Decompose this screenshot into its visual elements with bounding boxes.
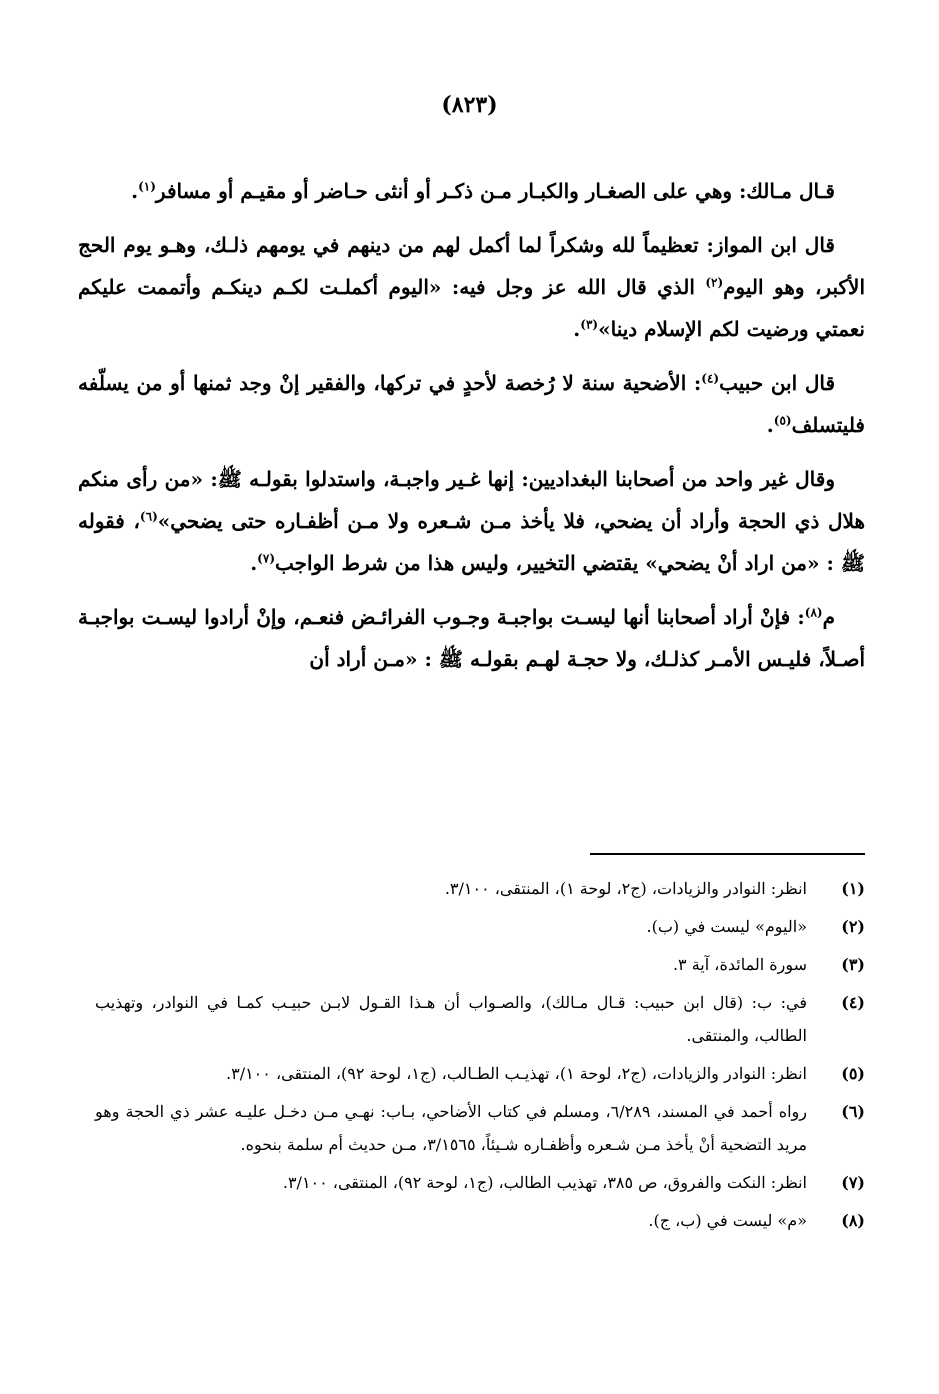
paragraph-text: قال ابن المواز: تعظيماً لله وشكراً لما أكمل لهم من دينهم في يومهم ذلـك، وهـو يوم الحج الأكبر، وهو اليوم [78,233,866,299]
footnote-1 [95,872,865,905]
paragraph-4 [78,458,865,584]
footnote-text: في: ب: (قال ابن حبيب: قـال مـالك)، والصـواب أن هـذا القـول لابـن حبيـب كمـا في النوادر، وتهذيب الطالب، والمنتقى. [95,993,807,1045]
footnote-number: (٦) [841,1102,865,1121]
footnote-ref: (٢) [705,275,724,290]
footnote-ref: (٣) [580,317,599,332]
paragraph-2 [78,224,865,350]
footnote-text: «م» ليست في (ب، ج). [648,1211,807,1230]
footnote-number: (٥) [841,1064,865,1083]
paragraph-text: م [822,605,835,629]
paragraph-1 [78,170,865,212]
paragraph-tail: . [131,179,139,203]
footnote-2 [95,910,865,943]
main-text [78,170,865,692]
footnote-ref: (١) [138,179,156,194]
footnote-4 [95,986,865,1052]
footnote-ref: (٧) [257,551,275,566]
footnote-text: انظر: النكت والفروق، ص ٣٨٥، تهذيب الطالب، (ج١، لوحة ٩٢)، المنتقى، ٣/١٠٠. [282,1173,807,1192]
footnote-7 [95,1166,865,1199]
footnote-number: (١) [841,879,865,898]
paragraph-tail: . [573,317,581,341]
paragraph-tail: . [250,551,258,575]
footnote-ref: (٨) [804,605,823,620]
footnote-ref: (٦) [139,509,158,524]
footnote-8 [95,1204,865,1237]
paragraph-tail: : الأضحية سنة لا رُخصة لأحدٍ في تركها، والفقير إنْ وجد ثمنها أو من يسلّفه فليتسلف [78,371,865,437]
footnote-separator [590,853,865,855]
footnote-text: سورة المائدة، آية ٣. [672,955,807,974]
paragraph-tail: الذي قال الله عز وجل فيه: «اليوم أكملـت لكـم دينكـم وأتممت عليكم نعمتي ورضيت لكم الإسلام دينا» [78,275,865,341]
page-number: (٨٢٣) [441,92,498,118]
footnote-number: (٤) [841,993,865,1012]
paragraph-tail: . [766,413,774,437]
paragraph-3 [78,362,865,446]
footnote-6 [95,1095,865,1161]
footnote-number: (٨) [841,1211,865,1230]
footnote-3 [95,948,865,981]
paragraph-text: قال ابن حبيب [719,371,836,395]
footnote-number: (٣) [841,955,865,974]
footnotes [95,872,865,1242]
footnote-number: (٢) [841,917,865,936]
footnote-text: انظر: النوادر والزيادات، (ج٢، لوحة ١)، المنتقى، ٣/١٠٠. [444,879,807,898]
paragraph-text: قـال مـالك: وهي على الصغـار والكبـار مـن ذكـر أو أنثى حـاضر أو مقيـم أو مسافر [155,179,835,203]
paragraph-tail: ، فقوله ﷺ : «من اراد أنْ يضحي» يقتضي التخيير، وليس هذا من شرط الواجب [78,509,865,575]
paragraph-5 [78,596,865,680]
footnote-ref: (٥) [773,413,792,428]
footnote-text: «اليوم» ليست في (ب). [646,917,807,936]
footnote-text: انظر: النوادر والزيادات، (ج٢، لوحة ١)، تهذيـب الطـالب، (ج١، لوحة ٩٢)، المنتقى، ٣/١٠٠. [226,1064,807,1083]
footnote-ref: (٤) [701,371,720,386]
footnote-text: رواه أحمد في المسند، ٦/٢٨٩، ومسلم في كتاب الأضاحي، بـاب: نهـي مـن دخـل عليـه عشر ذي الحجة وهو مريد التضحية أنْ يأخذ مـن شـعره وأظفـاره شـيئاً، ٣/١٥٦٥، مـن حديث أم سلمة بنحوه. [95,1102,808,1154]
paragraph-tail: : فإنْ أراد أصحابنا أنها ليسـت بواجبـة وجـوب الفرائـض فنعـم، وإنْ أرادوا ليسـت بواجبـة أصـلاً، فليـس الأمـر كذلـك، ولا حجـة لهـم بقولـه ﷺ : «مـن أراد أن [78,605,865,671]
footnote-number: (٧) [841,1173,865,1192]
footnote-5 [95,1057,865,1090]
paragraph-text: وقال غير واحد من أصحابنا البغداديين: إنها غـير واجبـة، واستدلوا بقولـه ﷺ: «من رأى منكم هلال ذي الحجة وأراد أن يضحي، فلا يأخذ مـن شـعره ولا مـن أظفـاره حتى يضحي» [78,467,866,533]
